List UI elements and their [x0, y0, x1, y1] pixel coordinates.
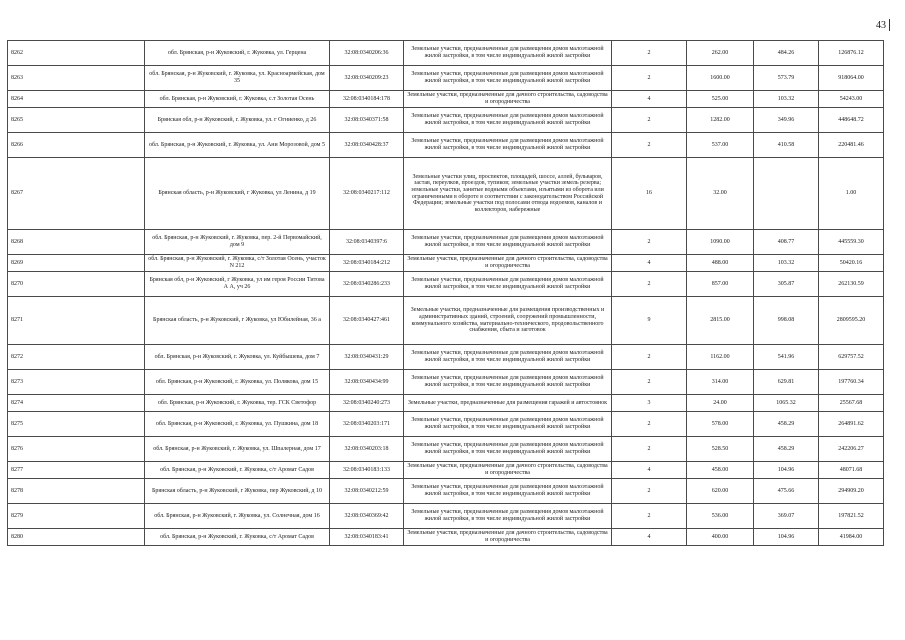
- address-cell: обл. Брянская, р-н Жуковский, г. Жуковка, ул. Шпалерная, дом 17: [145, 437, 330, 462]
- cadastral-number-cell: 32:08:0340209:23: [330, 66, 404, 91]
- area-cell: 24.00: [687, 395, 754, 412]
- area-cell: 1600.00: [687, 66, 754, 91]
- address-cell: обл. Брянская, р-н Жуковский, г. Жуковка, тер. ГСК Светофор: [145, 395, 330, 412]
- group-cell: 2: [612, 345, 687, 370]
- specific-value-cell: 410.58: [754, 133, 819, 158]
- specific-value-cell: 484.26: [754, 41, 819, 66]
- table-row: [8, 395, 884, 412]
- row-number-cell: 8278: [8, 479, 145, 504]
- cadastral-value-cell: 54243.00: [819, 91, 884, 108]
- specific-value-cell: 305.87: [754, 272, 819, 297]
- cadastral-value-cell: 197760.34: [819, 370, 884, 395]
- address-cell: обл. Брянская, р-н Жуковский, г. Жуковка, ул. Пушкина, дом 18: [145, 412, 330, 437]
- group-cell: 2: [612, 66, 687, 91]
- cadastral-number-cell: 32:08:0340240:273: [330, 395, 404, 412]
- cadastral-number-cell: 32:08:0340217:112: [330, 158, 404, 230]
- group-cell: 2: [612, 133, 687, 158]
- table-row: [8, 345, 884, 370]
- table-row: [8, 41, 884, 66]
- group-cell: 4: [612, 529, 687, 546]
- row-number-cell: 8277: [8, 462, 145, 479]
- cadastral-value-cell: 1.00: [819, 158, 884, 230]
- group-cell: 2: [612, 504, 687, 529]
- cadastral-value-cell: 264891.62: [819, 412, 884, 437]
- table-row: [8, 370, 884, 395]
- cadastral-value-cell: 220481.46: [819, 133, 884, 158]
- group-cell: 2: [612, 230, 687, 255]
- cadastral-value-cell: 48071.68: [819, 462, 884, 479]
- area-cell: 1282.00: [687, 108, 754, 133]
- specific-value-cell: 998.08: [754, 297, 819, 345]
- group-cell: 2: [612, 412, 687, 437]
- address-cell: обл. Брянская, р-н Жуковский, г. Жуковка, с/т Золотая Осень, участок N 212: [145, 255, 330, 272]
- address-cell: обл. Брянская, р-н Жуковский, г. Жуковка, ул. Ани Морозовой, дом 5: [145, 133, 330, 158]
- table-row: [8, 272, 884, 297]
- row-number-cell: 8265: [8, 108, 145, 133]
- area-cell: 458.00: [687, 462, 754, 479]
- table-row: [8, 479, 884, 504]
- cadastral-number-cell: 32:08:0340203:18: [330, 437, 404, 462]
- table-row: [8, 230, 884, 255]
- group-cell: 3: [612, 395, 687, 412]
- row-number-cell: 8263: [8, 66, 145, 91]
- cadastral-number-cell: 32:08:0340371:58: [330, 108, 404, 133]
- land-purpose-cell: Земельные участки, предназначенные для размещения домов малоэтажной жилой застройки, в том числе индивидуальной жилой застройки: [404, 66, 612, 91]
- cadastral-value-cell: 294909.20: [819, 479, 884, 504]
- group-cell: 4: [612, 462, 687, 479]
- group-cell: 2: [612, 437, 687, 462]
- cadastral-value-cell: 2809595.20: [819, 297, 884, 345]
- group-cell: 16: [612, 158, 687, 230]
- address-cell: Брянская область, р-н Жуковский, г Жуковка, пер Жуковский, д 10: [145, 479, 330, 504]
- area-cell: 528.50: [687, 437, 754, 462]
- cadastral-number-cell: 32:08:0340184:212: [330, 255, 404, 272]
- address-cell: Брянская обл, р-н Жуковский, г. Жуковка, ул. г Огниенко, д 26: [145, 108, 330, 133]
- row-number-cell: 8268: [8, 230, 145, 255]
- address-cell: обл. Брянская, р-н Жуковский, г. Жуковка, ул. Солнечная, дом 16: [145, 504, 330, 529]
- cadastral-value-cell: 197821.52: [819, 504, 884, 529]
- area-cell: 262.00: [687, 41, 754, 66]
- land-purpose-cell: Земельные участки, предназначенные для размещения домов малоэтажной жилой застройки, в том числе индивидуальной жилой застройки: [404, 412, 612, 437]
- cadastral-number-cell: 32:08:0340183:41: [330, 529, 404, 546]
- table-row: [8, 529, 884, 546]
- address-cell: обл. Брянская, р-н Жуковский, г. Жуковка, с/т Аромат Садов: [145, 462, 330, 479]
- land-purpose-cell: Земельные участки, предназначенные для размещения домов малоэтажной жилой застройки, в том числе индивидуальной жилой застройки: [404, 230, 612, 255]
- area-cell: 536.00: [687, 504, 754, 529]
- cadastral-number-cell: 32:08:0340203:171: [330, 412, 404, 437]
- specific-value-cell: 104.96: [754, 462, 819, 479]
- table-row: [8, 66, 884, 91]
- row-number-cell: 8276: [8, 437, 145, 462]
- cadastral-value-cell: 629757.52: [819, 345, 884, 370]
- group-cell: 2: [612, 272, 687, 297]
- address-cell: Брянская обл, р-н Жуковский, г Жуковка, ул им героя России Титова А А, уч 26: [145, 272, 330, 297]
- table-row: [8, 91, 884, 108]
- row-number-cell: 8262: [8, 41, 145, 66]
- group-cell: 2: [612, 370, 687, 395]
- area-cell: 525.00: [687, 91, 754, 108]
- table-row: [8, 504, 884, 529]
- table-row: [8, 297, 884, 345]
- specific-value-cell: 475.66: [754, 479, 819, 504]
- table-row: [8, 412, 884, 437]
- row-number-cell: 8279: [8, 504, 145, 529]
- group-cell: 2: [612, 479, 687, 504]
- area-cell: 314.00: [687, 370, 754, 395]
- land-purpose-cell: Земельные участки, предназначенные для размещения домов малоэтажной жилой застройки, в том числе индивидуальной жилой застройки: [404, 437, 612, 462]
- area-cell: 488.00: [687, 255, 754, 272]
- address-cell: Брянская область, р-н Жуковский, г Жуковка, ул Юбилейная, 36 а: [145, 297, 330, 345]
- cadastral-value-cell: 50420.16: [819, 255, 884, 272]
- land-purpose-cell: Земельные участки, предназначенные для размещения гаражей и автостоянок: [404, 395, 612, 412]
- cadastral-value-cell: 41984.00: [819, 529, 884, 546]
- row-number-cell: 8274: [8, 395, 145, 412]
- area-cell: 1090.00: [687, 230, 754, 255]
- group-cell: 4: [612, 91, 687, 108]
- row-number-cell: 8269: [8, 255, 145, 272]
- area-cell: 32.00: [687, 158, 754, 230]
- row-number-cell: 8275: [8, 412, 145, 437]
- address-cell: обл. Брянская, р-н Жуковский, г. Жуковка, с/т Аромат Садов: [145, 529, 330, 546]
- table-row: [8, 158, 884, 230]
- row-number-cell: 8280: [8, 529, 145, 546]
- cadastral-number-cell: 32:08:0340212:59: [330, 479, 404, 504]
- specific-value-cell: 349.96: [754, 108, 819, 133]
- land-purpose-cell: Земельные участки, предназначенные для размещения домов малоэтажной жилой застройки, в том числе индивидуальной жилой застройки: [404, 370, 612, 395]
- table-row: [8, 133, 884, 158]
- cadastral-number-cell: 32:08:0340206:36: [330, 41, 404, 66]
- row-number-cell: 8266: [8, 133, 145, 158]
- address-cell: обл. Брянская, р-н Жуковский, г. Жуковка, ул. Герцена: [145, 41, 330, 66]
- cadastral-number-cell: 32:08:0340434:99: [330, 370, 404, 395]
- cadastral-number-cell: 32:08:0340428:37: [330, 133, 404, 158]
- cadastral-value-cell: 445559.30: [819, 230, 884, 255]
- row-number-cell: 8271: [8, 297, 145, 345]
- land-purpose-cell: Земельные участки, предназначенные для размещения домов малоэтажной жилой застройки, в том числе индивидуальной жилой застройки: [404, 133, 612, 158]
- specific-value-cell: 408.77: [754, 230, 819, 255]
- area-cell: 400.00: [687, 529, 754, 546]
- cadastral-number-cell: 32:08:0340286:233: [330, 272, 404, 297]
- cadastral-number-cell: 32:08:0340369:42: [330, 504, 404, 529]
- land-purpose-cell: Земельные участки, предназначенные для размещения домов малоэтажной жилой застройки, в том числе индивидуальной жилой застройки: [404, 504, 612, 529]
- page-number: 43: [876, 20, 886, 31]
- land-purpose-cell: Земельные участки, предназначенные для размещения домов малоэтажной жилой застройки, в том числе индивидуальной жилой застройки: [404, 41, 612, 66]
- table-row: [8, 437, 884, 462]
- cadastral-number-cell: 32:08:0340183:133: [330, 462, 404, 479]
- address-cell: обл. Брянская, р-н Жуковский, г. Жуковка, ул. Полякова, дом 15: [145, 370, 330, 395]
- group-cell: 2: [612, 41, 687, 66]
- area-cell: 620.00: [687, 479, 754, 504]
- row-number-cell: 8270: [8, 272, 145, 297]
- area-cell: 578.00: [687, 412, 754, 437]
- land-purpose-cell: Земельные участки, предназначенные для размещения домов малоэтажной жилой застройки, в том числе индивидуальной жилой застройки: [404, 108, 612, 133]
- land-purpose-cell: Земельные участки, предназначенные для размещения домов малоэтажной жилой застройки, в том числе индивидуальной жилой застройки: [404, 272, 612, 297]
- row-number-cell: 8264: [8, 91, 145, 108]
- group-cell: 4: [612, 255, 687, 272]
- specific-value-cell: 629.81: [754, 370, 819, 395]
- group-cell: 2: [612, 108, 687, 133]
- specific-value-cell: 458.29: [754, 437, 819, 462]
- cadastral-number-cell: 32:08:0340427:461: [330, 297, 404, 345]
- cadastral-number-cell: 32:08:0340431:29: [330, 345, 404, 370]
- land-purpose-cell: Земельные участки улиц, проспектов, площадей, шоссе, аллей, бульваров, застав, переулков, проездов, тупиков; земельные участки земель резерва; земельные участки, занятые водными объектами, изъятыми из оборота или ограниченными в обороте в соответствии с законодательством Российской Федерации; земельные участки под полосами отвода водоемов, каналов и коллекторов, набережные: [404, 158, 612, 230]
- table-row: [8, 462, 884, 479]
- address-cell: Брянская область, р-н Жуковский, г Жуковка, ул Ленина, д 19: [145, 158, 330, 230]
- cadastral-value-cell: 262130.59: [819, 272, 884, 297]
- specific-value-cell: [754, 158, 819, 230]
- specific-value-cell: 104.96: [754, 529, 819, 546]
- cadastral-value-cell: 25567.68: [819, 395, 884, 412]
- cadastral-value-cell: 126876.12: [819, 41, 884, 66]
- row-number-cell: 8272: [8, 345, 145, 370]
- table-row: [8, 108, 884, 133]
- address-cell: обл. Брянская, р-н Жуковский, г. Жуковка, ул. Куйбышева, дом 7: [145, 345, 330, 370]
- land-purpose-cell: Земельные участки, предназначенные для размещения домов малоэтажной жилой застройки, в том числе индивидуальной жилой застройки: [404, 479, 612, 504]
- area-cell: 2815.00: [687, 297, 754, 345]
- specific-value-cell: 103.32: [754, 255, 819, 272]
- area-cell: 537.00: [687, 133, 754, 158]
- row-number-cell: 8267: [8, 158, 145, 230]
- area-cell: 1162.00: [687, 345, 754, 370]
- specific-value-cell: 458.29: [754, 412, 819, 437]
- cadastral-value-cell: 918064.00: [819, 66, 884, 91]
- specific-value-cell: 573.79: [754, 66, 819, 91]
- table-body: [8, 41, 884, 546]
- cadastral-number-cell: 32:08:0340184:178: [330, 91, 404, 108]
- address-cell: обл. Брянская, р-н Жуковский, г. Жуковка, с.т Золотая Осень: [145, 91, 330, 108]
- specific-value-cell: 541.96: [754, 345, 819, 370]
- cadastral-value-cell: 242206.27: [819, 437, 884, 462]
- area-cell: 857.00: [687, 272, 754, 297]
- group-cell: 9: [612, 297, 687, 345]
- land-purpose-cell: Земельные участки, предназначенные для дачного строительства, садоводства и огородничества: [404, 91, 612, 108]
- land-purpose-cell: Земельные участки, предназначенные для дачного строительства, садоводства и огородничества: [404, 255, 612, 272]
- row-number-cell: 8273: [8, 370, 145, 395]
- specific-value-cell: 103.32: [754, 91, 819, 108]
- address-cell: обл. Брянская, р-н Жуковский, г. Жуковка, пер. 2-й Первомайский, дом 9: [145, 230, 330, 255]
- cadastral-number-cell: 32:08:0340397:6: [330, 230, 404, 255]
- land-purpose-cell: Земельные участки, предназначенные для размещения производственных и административных зданий, строений, сооружений промышленности, коммунального хозяйства, материально-технического, продовольственного снабжения, сбыта и заготовок: [404, 297, 612, 345]
- address-cell: обл. Брянская, р-н Жуковский, г. Жуковка, ул. Красноармейская, дом 35: [145, 66, 330, 91]
- table-row: [8, 255, 884, 272]
- land-purpose-cell: Земельные участки, предназначенные для размещения домов малоэтажной жилой застройки, в том числе индивидуальной жилой застройки: [404, 345, 612, 370]
- specific-value-cell: 369.07: [754, 504, 819, 529]
- specific-value-cell: 1065.32: [754, 395, 819, 412]
- land-purpose-cell: Земельные участки, предназначенные для дачного строительства, садоводства и огородничества: [404, 529, 612, 546]
- land-registry-table: [7, 40, 884, 546]
- land-purpose-cell: Земельные участки, предназначенные для дачного строительства, садоводства и огородничества: [404, 462, 612, 479]
- cadastral-value-cell: 448648.72: [819, 108, 884, 133]
